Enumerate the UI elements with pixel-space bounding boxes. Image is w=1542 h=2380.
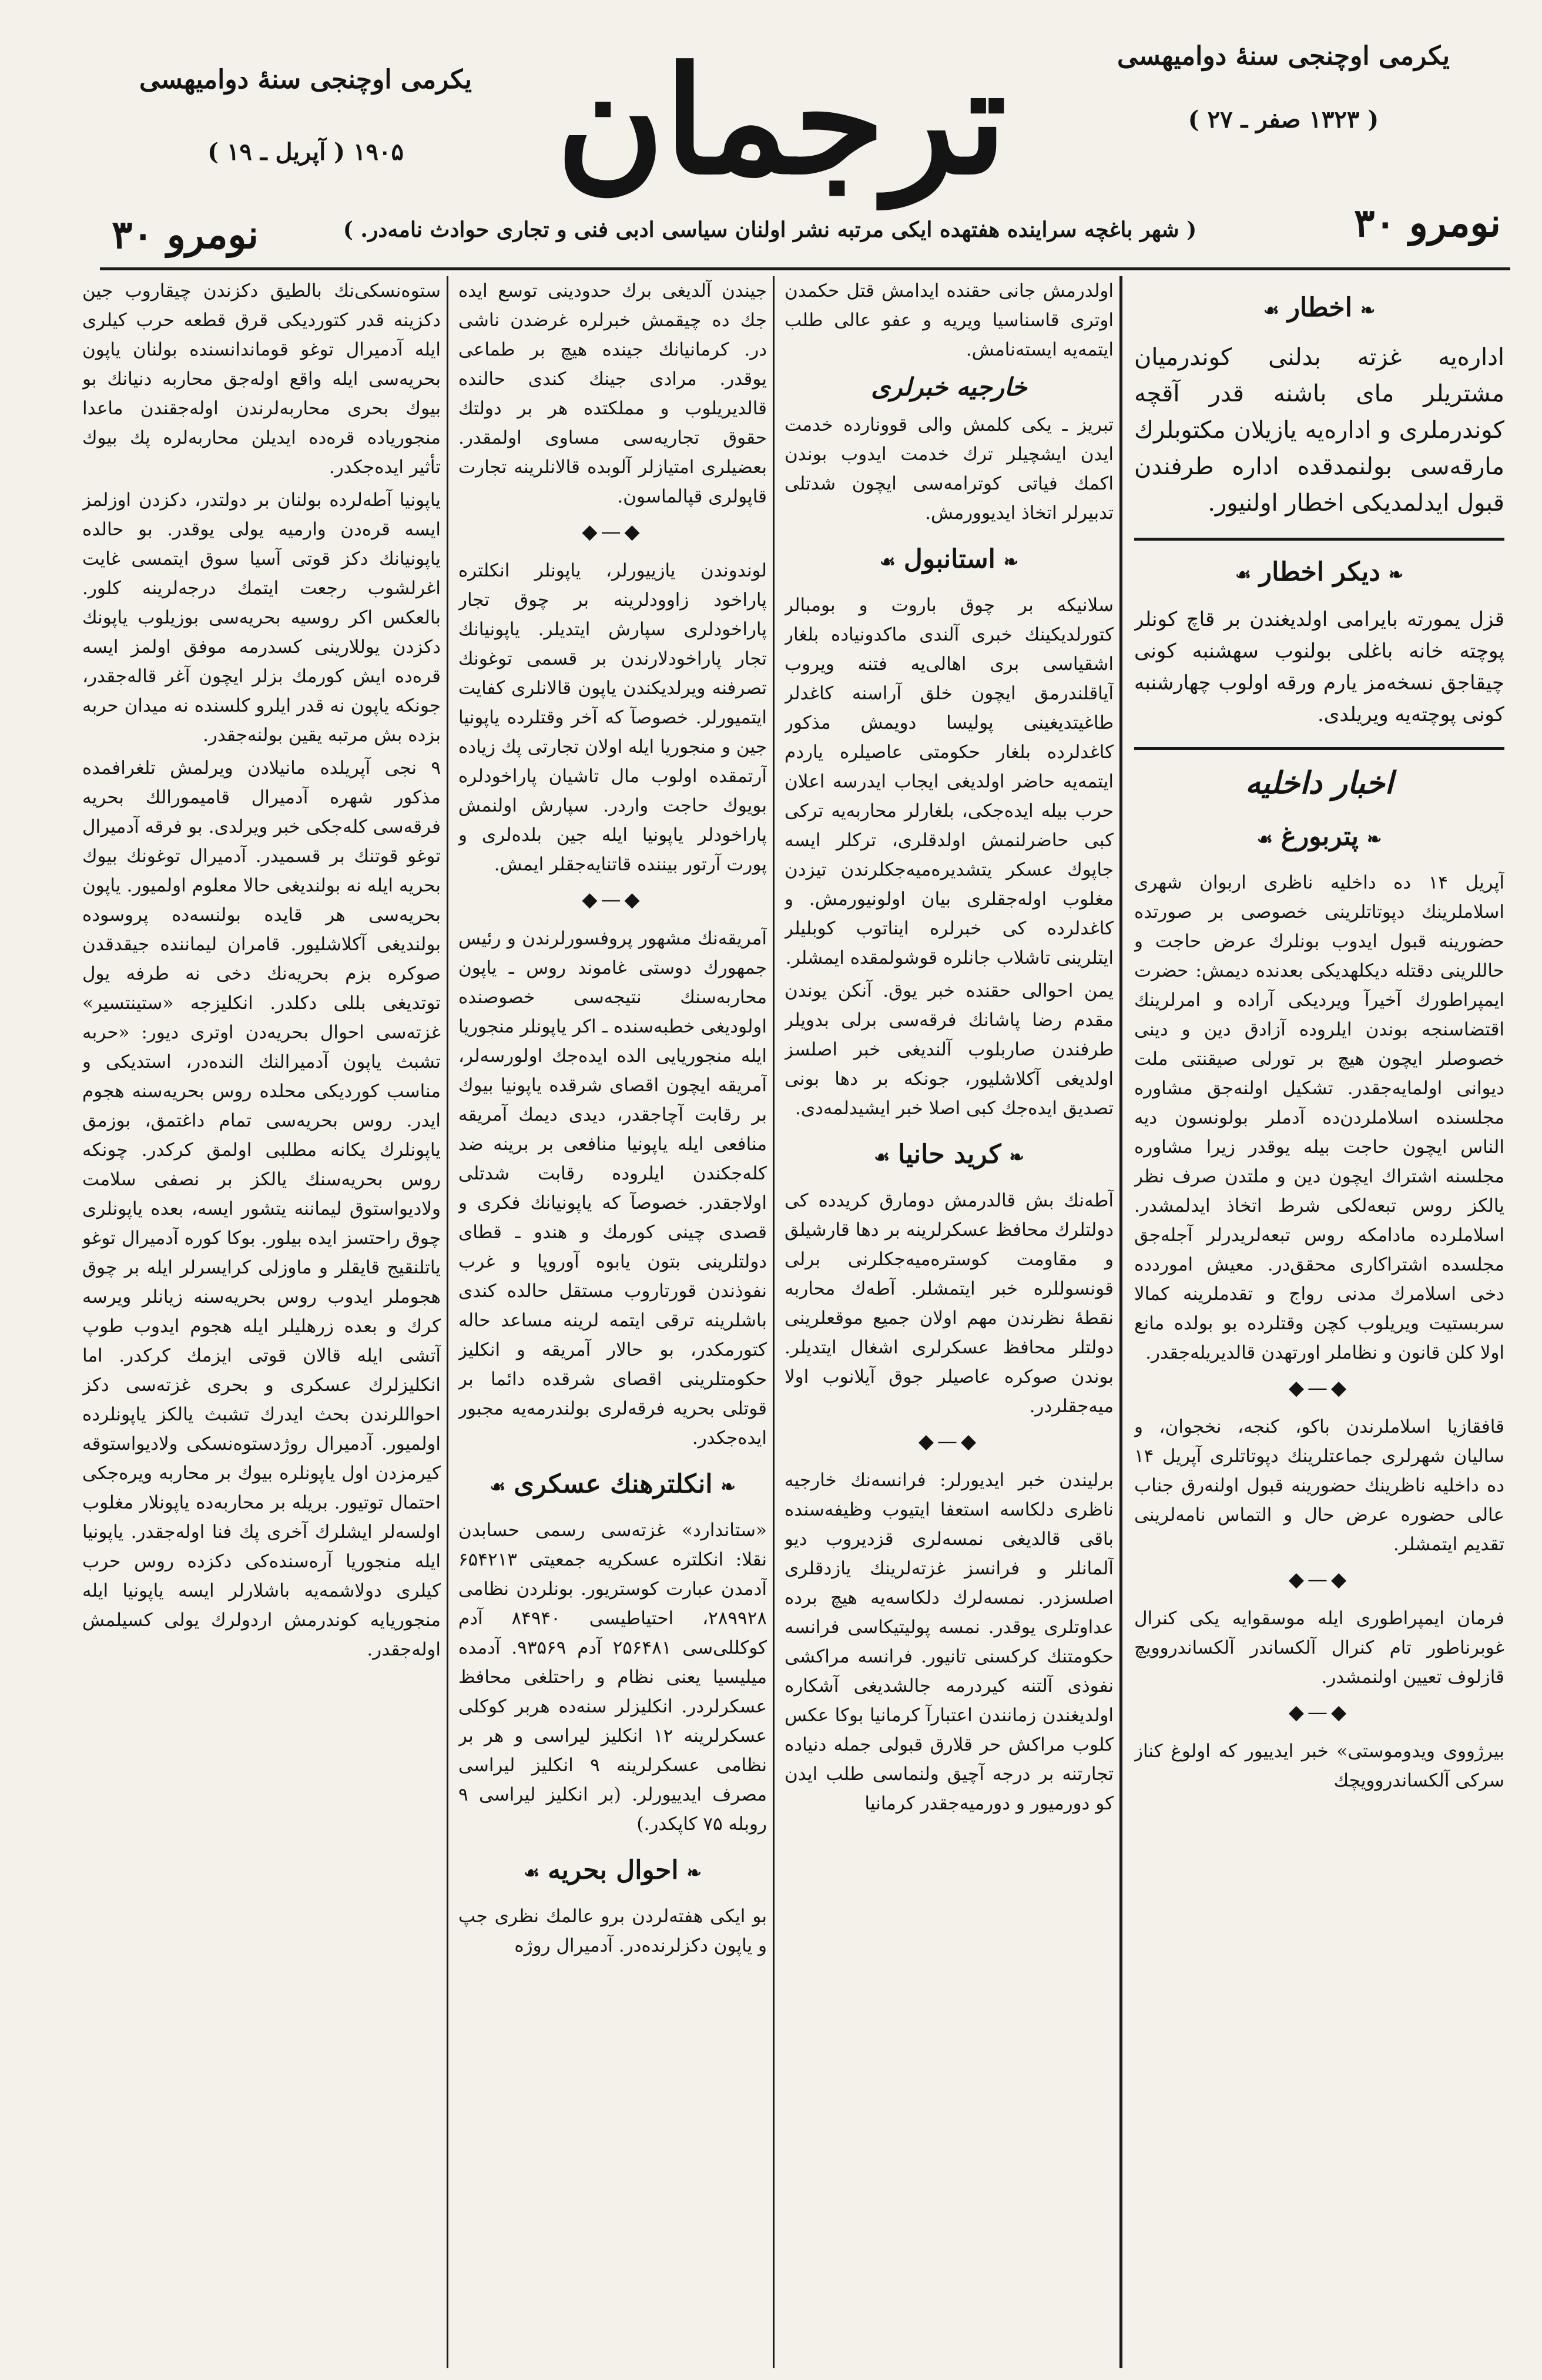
issue-number-left: نومرو ۳۰: [112, 212, 259, 257]
article-paragraph: لوندوندن یازییورلر، یاپونلر انکلتره پاراخود زاوودلرینه بر چوق تجار پاراخودلری سپارش ایتدیلر. یاپونیانك تجار پاراخودلارندن بر قسمی توغونك تصرفنه ویرلدیکندن یاپون قالانلری کفایت ایتمیورلر. خصوصآ که آخر وقتلرده یاپونیا جین و منجوریا ایله اولان تجارتی پك زیاده آرتمقده اولوب مال تاشیان پاراخودلره بویوك حاجت واردر. سپارش اولنمش پاراخودلر یاپونیا ایله جین بلده‌لری و پورت آرتور بیننده قاتنایه‌جقلر ایمش.: [458, 560, 767, 875]
notice-heading-2: ❧دیکر اخطار☙: [1235, 557, 1403, 587]
separator: ◆—◆: [582, 888, 643, 911]
article-paragraph: سلانیکه بر چوق باروت و بومبالر کتورلدیکینك خبری آلندی ماکدونیاده بلغار اشقیاسی بری اهالی‌یه فتنه ویروب آیاقلندرمق ایچون خلق آراسنه کاغدلر طاغیتدیغینی پولیسا دویمش مذکور کاغدلرده بلغار حکومتی عاصیلره یاردم ایتمه‌یه حاضر اولدیغی ایجاب ایدرسه اعلان حرب بیله ایده‌جکی، بلغارلر محاربه‌یه ترکی کبی حاضرلنمش اولدقلری، ترکلر ایسه جاپوك عسکر یتشدیره‌میه‌جکلرندن تیزدن مغلوب اوله‌جقلری بیان اولونیورمش. و کاغدلرده کی خبرلره ایناتوب کوبلیلر ایتلرینی تاشلاب جانلره قوشولمقده ایمشلر.: [785, 595, 1114, 968]
article-paragraph: ستوه‌نسکی‌نك بالطیق دکزندن چیقاروب جین دکزینه قدر کتوردیکی قرق قطعه حرب کیلری ایله آدمیرال توغو قوماندانسنده بولنان یاپون بحریه‌سی ایله واقع اوله‌جق محاربه دنیانك بو بیوك بحری محاربه‌لرندن اوله‌جقندن ماعدا منجوریاده قره‌ده ایدیلن محاربه‌لره پك بیوك تأثیر ایده‌جکدر.: [82, 280, 441, 478]
article-paragraph: فرمان ایمپراطوری ایله موسقوایه یکی کنرال غوبرناطور تام کنرال آلکساندر آلکساندروویچ قازلوف تعیین اولنمشدر.: [1134, 1608, 1504, 1688]
article-paragraph: یمن احوالی حقنده خبر یوق. آنکن یوندن مقدم رضا پاشانك فرقه‌سی برلی بدویلر طرفندن صاربلوب آلندیغی خبر اصلسز اولدیغی آکلاشلیور، جونکه بر دها بونی تصدیق ایده‌جك کبی اصلا خبر ایشیدلمه‌دی.: [785, 980, 1114, 1119]
year-line-left: یکرمی اوچنجی سنهٔ دوامیهسی: [139, 65, 472, 95]
naval-affairs-heading: ❧احوال بحریه☙: [524, 1855, 702, 1885]
masthead-subtitle: ( شهر باغچه سراینده هفتهده ایکی مرتبه نشر اولنان سیاسی ادبی فنی و تجاری حوادث نامه‌در. ): [343, 217, 1197, 242]
domestic-news-banner: اخبار داخلیه: [1245, 765, 1393, 801]
article-paragraph: تبریز ـ یکی کلمش والی قوونارده خدمت ایدن ایشچیلر ترك خدمت ایدوب بوندن اکمك فیاتی کوترامه‌سی ایچون شدتلی تدبیرلر اتخاذ ایدیوورمش.: [785, 414, 1114, 524]
article-paragraph: بو ایکی هفته‌لردن برو عالمك نظری جپ و یاپون دکزلرنده‌در. آدمیرال روژه‌: [458, 1906, 767, 1956]
article-paragraph: «ستاندارد» غزته‌سی رسمی حسابدن نقلا: انکلتره عسکریه جمعیتی ۶۵۴۲۱۳ آدمدن عبارت کوستریور. بونلردن نظامی ۲۸۹۹۲۸، احتیاطیسی ۸۴۹۴۰ آدم کوکللی‌سی ۲۵۶۴۸۱ آدم ۹۳۵۶۹. آدمده میلیسیا یعنی نظام و راحتلغی محافظ عسکرلردر. انکلیزلر سنه‌ده هربر کوکلی عسکرلرینه ۱۲ انکلیز لیراسی و هر بر نظامی عسکرلرینه ۹ انکلیز لیراسی مصرف ایدییورلر. (بر انکلیز لیراسی ۹ روبله ۷۵ کاپکدر.): [458, 1520, 767, 1835]
article-paragraph: بیرژووی ویدوموستی» خبر ایدییور که اولوغ کناز سرکی آلکساندروویچك: [1134, 1741, 1504, 1791]
notice-box-1: [1134, 290, 1504, 541]
article-paragraph: قافقازیا اسلاملرندن باکو، کنجه، نخجوان، و سالیان شهرلری جماعتلرینك دپوتاتلری آپریل ۱۴ ده داخلیه ناظرینك حضورینه قبول اولنه‌رق جناب عالی حضوره عرض حال و التماس نامه‌لرینی تقدیم ایتمشلر.: [1134, 1416, 1504, 1555]
masthead-title: ترجمان: [556, 34, 1007, 207]
column-divider-3: [1119, 276, 1122, 2368]
article-paragraph: ۹ نجی آپریلده مانیلادن ویرلمش تلغرافمده مذکور شهره آدمیرال قاميمورالك بحریه فرقه‌سی کله‌جکی خبر ویرلدی. بو فرقه آدمیرال توغو قوتنك بر قسمیدر. آدمیرال توغونك بیوك بحریه ایله نه بولندیغی حالا معلوم اولمیور. یاپون بحریه‌سی هر قایده بولنسه‌ده پروسوده بولندیغی آکلاشلیور. قامران لیماننده جیقدقدن صوکره بزم بحریه‌نك دخی نه طرفه یول توتدیغی بللی دکلدر. انکلیزجه «ستینتسیر» غزته‌سی احوال بحریه‌دن اوتری دیور: «حربه تشبث یاپون آدمیرالنك النده‌در، استدیکی و مناسب کوردیکی محلده روس بحریه‌سنه هجوم ایدر. روس بحریه‌سی تمام داغتمق، بوزمق یاپونلرك یکانه مطلبی اولمق کرکدر. چونکه روس بحریه‌سنك یالکز بر نصفی سلامت ولادیواستوق لیماننه یتشور ایسه، بعده یاپونلری چوق راحتسز ایده بیلور. بوکا کوره آدمیرال توغو یاتلنقیج قایقلر و ماوزلی کرایسرلر ایله بر چوق هجوملر ایدوب روس بحریه‌سنه زیانلر ویرسه کرك و بعده زرهلیلر ایله هجوم ایدوب طوپ آتشی ایله قالان قوتی ایزمك کرکدر. اما انکلیزلرك عسکری و بحری غزته‌سی دکز احواللرندن بحث ایدرك تشبث یالکز یاپونلرده اولمیور. آدمیرال روژدستوه‌نسکی ولادیواستوقه کیرمزدن اول یاپونلره بیوك بر محاربه ویره‌جکی احتمال توتیور. بریله بر محاربه‌ده یاپونلار مغلوب اولسه‌لر ایشلرك آخری پك فنا اوله‌جقدر. یاپونیا ایله منجوریا آره‌سنده‌کی دکزده روس حرب کیلری دولاشمه‌یه باشلارلر ایسه یاپونیا ایله منجوریایه کوندرمش اردولرك یولی کسیلمش اوله‌جقدر.: [82, 757, 441, 1660]
article-paragraph: یاپونیا آطه‌لرده بولنان بر دولتدر، دکزدن اوزلمز ایسه قره‌دن وارمیه یولی یوقدر. بو حالده یاپونیانك دکز قوتی آسیا سوق ایتمسی غایت اغرلشوب رجعت ایتمك درجه‌لرینه کلور. بالعکس اکر روسیه بحریه‌سی بوزیلوب یاپونك دکزدن یوللارینی کسدرمه موفق اولمز ایسه قره‌ده ایش کورمك بزلر ایچون آغر قاله‌جقدر، جونکه یاپون نه قدر ایلرو کلسنده نه میدان حربه بزده بش مرتبه یقین بولنه‌جقدر.: [82, 490, 441, 746]
petersburg-heading: ❧پتربورغ☙: [1256, 822, 1382, 852]
separator: ◆—◆: [582, 520, 643, 544]
column-3: [458, 276, 767, 2356]
column-divider-2: [773, 276, 775, 2368]
article-paragraph: آطه‌نك بش قالدرمش دومارق کریدده کی دولتلرك محافظ عسکرلرینه بر دها قارشیلق و مقاومت کوستره‌میه‌جکلرنی برلی قونسوللره خبر ایتمشلر. آطه‌ك محاربه نقطهٔ نظرندن مهم اولان جمیع موقعلرینی دولتلر محافظ عسکرلری اشغال ایتدیلر. بوندن صوکره عاصیلر جوق آیلانوب اولا میه‌جقلردر.: [785, 1190, 1114, 1417]
column-divider-1: [447, 276, 448, 2368]
article-paragraph: اولدرمش جانی حقنده ایدامش قتل حکمدن اوتری قاسناسیا ویریه و عفو عالی طلب ایتمه‌یه ایسته‌نامش.: [785, 280, 1114, 360]
separator: ◆—◆: [1288, 1376, 1350, 1400]
article-paragraph: برلیندن خبر ایدیورلر: فرانسه‌نك خارجیه ناظری دلکاسه استعفا ایتیوب وظیفه‌سنده باقی قالدیغی نمسه‌لری قزدیروب دیو آلمانلر و فرانسز غزته‌لرینك یازدقلری اصلسزدر. نمسه‌لرك دلکاسه‌یه هیچ برده عداوتلری یوقدر. نمسه پولیتیکاسی فرانسه حکومتنك کرکسنی تانیور. فرانسه مراکشی نفوذی آلتنه کیردرمه جالشدیغی آشکاره اولدیغندن زمانندن اعتبارآ کرمانیا بوکا عکس کلوب مراکش حر قلارق قبولی جمله دنیاده تجارتنه بر درجه آچیق ولنماسی طلب ایدن کو دورمیور و دورمیه‌جقدر کرمانیا: [785, 1470, 1114, 1814]
notice-text-1: اداره‌یه غزته بدلنی کوندرمیان مشتریلر مای باشنه قدر آقچه کوندرملری و اداره‌یه یازیلان مکتوبلرك مارقه‌سی بولنمدقده اداره طرفندن قبول ایدلمدیکی اخطار اولنیور.: [1134, 344, 1504, 517]
separator: ◆—◆: [918, 1430, 980, 1453]
column-1: [1134, 276, 1504, 2356]
article-paragraph: جیندن آلدیغی برك حدودینی توسع ایده جك ده چیقمش خبرلره غرضدن ناشی در. کرمانیانك جینده هیچ بر طماعی یوقدر. مرادی جینك کندی حالنده قالدیریلوب و مملکتده هر بر دولتك حقوق تجاریه‌سی مساوی اولمقدر. بعضیلری امتیازلر آلوبده قالانلرینه تجارت قاپولری قپالماسون.: [458, 280, 767, 507]
istanbul-heading: ❧استانبول☙: [879, 544, 1019, 574]
issue-number-right: نومرو ۳۰: [1354, 200, 1501, 246]
separator: ◆—◆: [1288, 1701, 1350, 1724]
foreign-news-banner: خارجیه خبرلری: [871, 373, 1027, 401]
date-hijri: ( ۱۳۲۳ صفر ـ ۲۷ ): [1188, 106, 1379, 133]
article-paragraph: آپریل ۱۴ ده داخلیه ناظری اربوان شهری اسلاملرینك دپوتاتلرینی خصوصی بر صورتده حضورینه قبول ایدوب بونلرك عرض حاجت و حاللرینی دقتله دیکلهدیکی بعدنده دیمش: حضرت ایمپراطورك آخیرآ ویردیکی آراده و امرلرینك اقتضاسنجه بوندن ایلروده آزادق دین و دینی خصوصلر ایچون هیچ بر تورلی صیقنتی ملت دیوانی اولمایه‌جقدر. تشکیل اولنه‌جق مشاوره مجلسنده اسلاملردن‌ده آدملر بولونسون دیه الناس ایچون حاجت بیله یوقدر زیرا مشاوره مجلسنه اشتراك ایچون دین و ملتدن صرف نظر یالکز روس تبعه‌لکی شرط اتخاذ ایدلمشدر. اسلاملرده مادامکه روس تبعه‌لریدرلر آجله‌جق مجلسده اشتراکاری محقق‌در. معیش اموردده دخی اسلامرك مدنی رواج و تقدملرینه کمالا سربستیت ویریلوب کچن وقتلرده بو بولده مانع اولا کلن قانون و نظاملر اورتهدن قالدیریله‌جقدر.: [1134, 872, 1504, 1363]
column-4: [82, 276, 441, 2356]
year-line-right: یکرمی اوچنجی سنهٔ دوامیهسی: [1117, 41, 1450, 71]
separator: ◆—◆: [1288, 1568, 1350, 1591]
notice-heading-1: ❧اخطار☙: [1263, 293, 1376, 323]
crete-heading: ❧کرید حانیا☙: [874, 1139, 1024, 1169]
column-2: [785, 276, 1114, 2356]
header-rule: [100, 267, 1510, 270]
notice-text-2: قزل یمورته بایرامی اولدیغندن بر قاچ کونلر پوچته خانه باغلی بولنوب سهشنبه کونی چیقاجق نسخه‌مز یارم ورقه اولوب چهارشنبه کونی پوچته‌یه ویریلدی.: [1134, 608, 1504, 726]
england-military-heading: ❧انکلترهنك عسکری☙: [490, 1469, 736, 1499]
date-gregorian: ۱۹۰۵ ( آپریل ـ ۱۹ ): [207, 138, 404, 166]
article-paragraph: آمریقه‌نك مشهور پروفسورلرندن و رئیس جمهورك دوستی غاموند روس ـ یاپون محاربه‌سنك نتیجه‌سی خصوصنده اولودیغی خطبه‌سنده ـ اکر یاپونلر منجوریا ایله منجوریایی الده ایده‌جك اولورسه‌لر، آمریقه ایچون اقصای شرقده یاپونیا بیوك بر رقابت آچاجقدر، دیدی دیمك آمریقه منافعی ایله یاپونیا منافعی بر برینه ضد کله‌جکندن ایلروده رقابت شدتلی اولاجقدر. خصوصآ که یاپونیانك فکری و قصدی چینی کورمك و هندو ـ قطای دولتلرینی بتون یابوه آوروپا و غرب نفوذندن قورتاروب مستقل حالده کندی باشلرینه ترقی ایتمه لرینه مساعد حاله کتورمکدر، بو حالار آمریقه و انکلیز حکومتلرینی اقصای شرقده دائما بر قوتلی بحریه فرقه‌لری بولندرمه‌یه مجبور ایده‌جکدر.: [458, 928, 767, 1449]
notice-box-2: [1134, 555, 1504, 750]
